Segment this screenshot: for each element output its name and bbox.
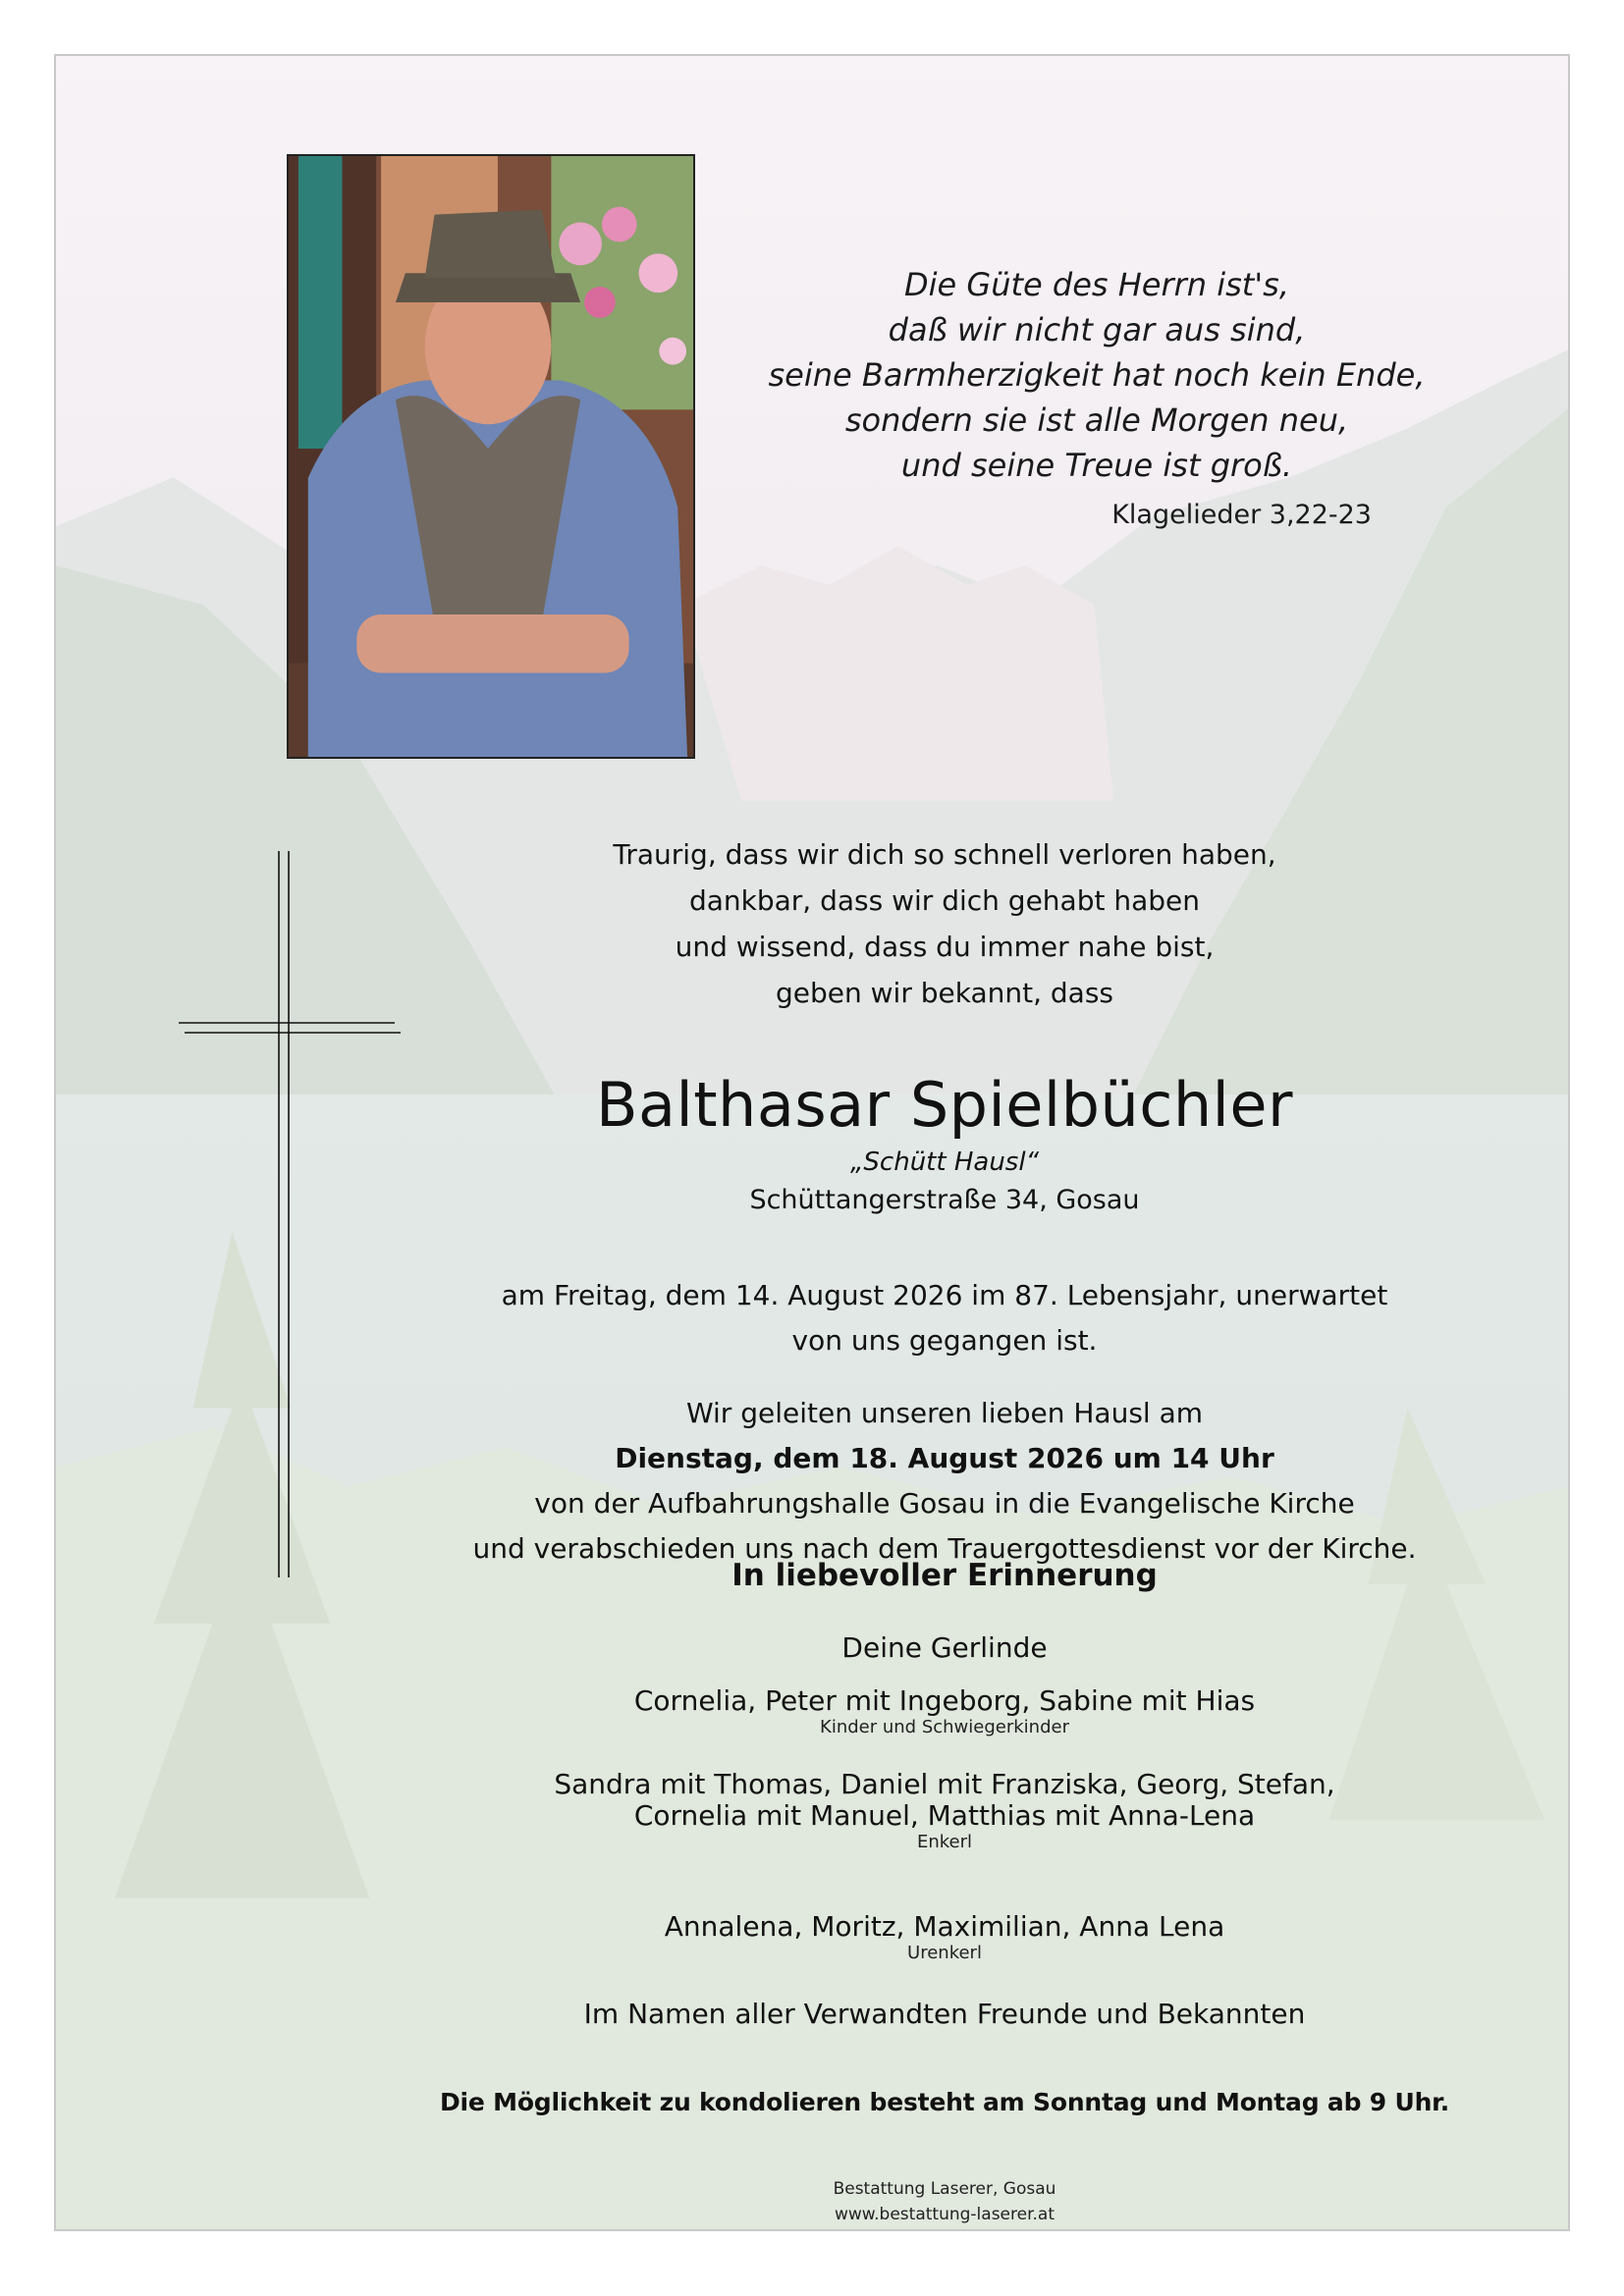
memorial-title: In liebevoller Erinnerung xyxy=(731,1558,1158,1593)
death-notice xyxy=(409,1273,1480,1363)
intro-line: dankbar, dass wir dich gehabt haben xyxy=(688,884,1201,917)
verse-line: daß wir nicht gar aus sind, xyxy=(888,311,1306,348)
portrait-photo xyxy=(287,154,695,759)
bible-verse xyxy=(724,262,1470,488)
intro-line: geben wir bekannt, dass xyxy=(776,977,1113,1009)
verse-line: sondern sie ist alle Morgen neu, xyxy=(844,401,1349,439)
death-line: von uns gegangen ist. xyxy=(791,1324,1098,1357)
family-relatives: Im Namen aller Verwandten Freunde und Bekannten xyxy=(583,1998,1306,2030)
children-names: Cornelia, Peter mit Ingeborg, Sabine mit Hias xyxy=(633,1684,1256,1717)
family-wife: Deine Gerlinde xyxy=(841,1631,1048,1664)
deceased-nickname: „Schütt Hausl“ xyxy=(849,1148,1040,1177)
deceased-address: Schüttangerstraße 34, Gosau xyxy=(749,1185,1140,1215)
great-grandchildren-label: Urenkerl xyxy=(907,1943,982,1963)
condolence-note: Die Möglichkeit zu kondolieren besteht am Sonntag und Montag ab 9 Uhr. xyxy=(439,2088,1450,2116)
verse-line: und seine Treue ist groß. xyxy=(900,447,1293,484)
deceased-name: Balthasar Spielbüchler xyxy=(595,1069,1294,1141)
intro-line: und wissend, dass du immer nahe bist, xyxy=(675,931,1215,963)
children-label: Kinder und Schwiegerkinder xyxy=(820,1717,1069,1737)
family-children xyxy=(409,1685,1480,1738)
portrait-image xyxy=(289,156,693,757)
death-line: am Freitag, dem 14. August 2026 im 87. Lebensjahr, unerwartet xyxy=(501,1279,1388,1311)
intro-line: Traurig, dass wir dich so schnell verloren haben, xyxy=(613,838,1276,871)
grandchildren-names: Sandra mit Thomas, Daniel mit Franziska, Georg, Stefan, xyxy=(554,1768,1335,1800)
family-great-grandchildren xyxy=(409,1911,1480,1964)
cross-icon xyxy=(179,851,405,1577)
footer xyxy=(409,2176,1480,2227)
funeral-line: von der Aufbahrungshalle Gosau in die Evangelische Kirche xyxy=(534,1487,1355,1520)
grandchildren-names: Cornelia mit Manuel, Matthias mit Anna-Lena xyxy=(633,1799,1256,1832)
great-grandchildren-names: Annalena, Moritz, Maximilian, Anna Lena xyxy=(664,1910,1225,1943)
funeral-line: und verabschieden uns nach dem Trauergottesdienst vor der Kirche. xyxy=(472,1532,1417,1565)
funeral-home-website: www.bestattung-laserer.at xyxy=(835,2205,1055,2224)
intro-text xyxy=(409,831,1480,1016)
grandchildren-label: Enkerl xyxy=(916,1832,973,1852)
verse-reference: Klagelieder 3,22-23 xyxy=(1111,500,1372,530)
verse-line: seine Barmherzigkeit hat noch kein Ende, xyxy=(768,356,1426,394)
funeral-line: Wir geleiten unseren lieben Hausl am xyxy=(685,1397,1204,1429)
funeral-home-name: Bestattung Laserer, Gosau xyxy=(833,2179,1056,2199)
verse-line: Die Güte des Herrn ist's, xyxy=(904,266,1289,303)
obituary-sheet xyxy=(54,54,1570,2231)
funeral-date: Dienstag, dem 18. August 2026 um 14 Uhr xyxy=(615,1442,1274,1474)
funeral-info xyxy=(409,1391,1480,1572)
family-grandchildren xyxy=(409,1769,1480,1853)
